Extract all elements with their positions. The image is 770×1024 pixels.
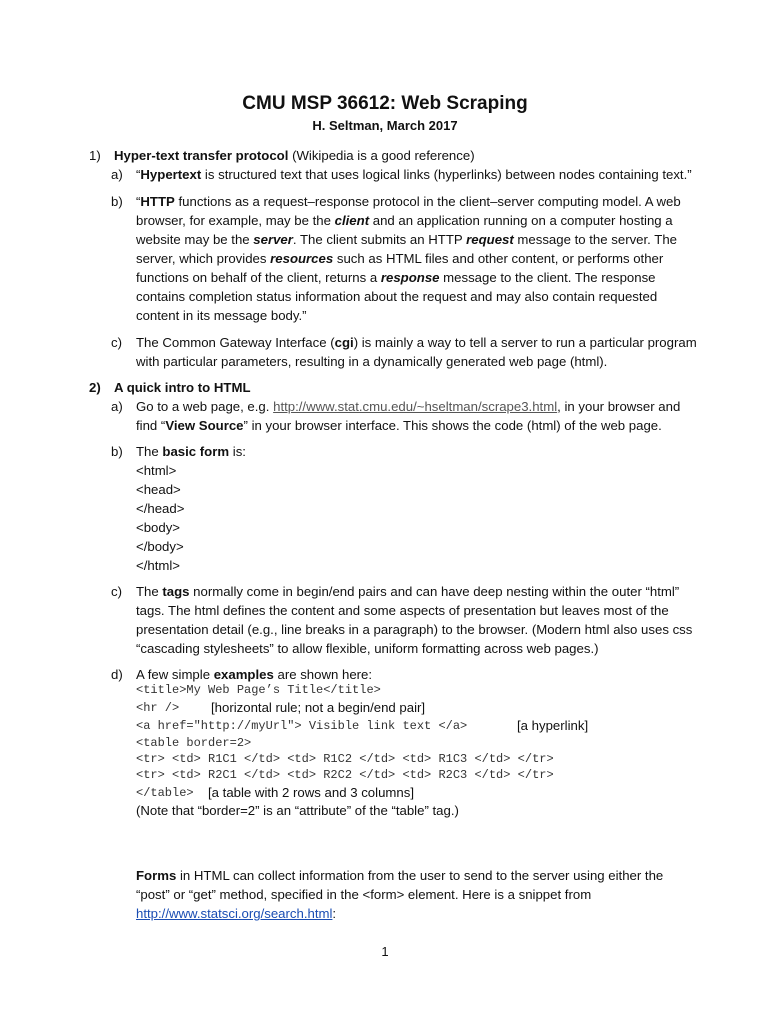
text-segment: : xyxy=(332,906,337,921)
example-table-note: [a table with 2 rows and 3 columns] xyxy=(208,785,414,800)
code-line-body-close: </body> xyxy=(136,539,184,554)
forms-line-1 xyxy=(136,866,663,885)
item-1b-line-1 xyxy=(136,192,681,211)
document-author: H. Seltman, March 2017 xyxy=(312,118,458,133)
item-1a-text xyxy=(136,165,692,184)
item-2d-letter: d) xyxy=(111,667,123,682)
item-2c-line-4: “cascading stylesheets” to allow flexible, uniform formatting across web pages.) xyxy=(136,641,599,656)
emphasis-server: server xyxy=(253,232,293,247)
item-1b-letter: b) xyxy=(111,194,123,209)
text-segment: ) is mainly a way to tell a server to run a particular program xyxy=(353,335,697,350)
statsci-search-link[interactable]: http://www.statsci.org/search.html xyxy=(136,906,333,921)
section-1-heading-bold: Hyper-text transfer protocol xyxy=(114,148,289,163)
item-1a-bold: Hypertext xyxy=(140,167,202,182)
text-segment: , in your browser and xyxy=(557,399,681,414)
page-number: 1 xyxy=(381,944,389,959)
code-line-head-close: </head> xyxy=(136,501,185,516)
quote-mark: “ xyxy=(136,194,141,209)
text-segment: The xyxy=(136,584,163,599)
item-1b-line-3 xyxy=(136,230,677,249)
text-segment: website may be the xyxy=(136,232,254,247)
section-1-heading xyxy=(114,146,475,165)
basic-form-bold: basic form xyxy=(162,444,230,459)
example-anchor-code: <a href="http://myUrl"> Visible link text </a> xyxy=(136,719,468,733)
example-hr-code: <hr /> xyxy=(136,701,180,715)
emphasis-response: response xyxy=(380,270,440,285)
attribute-note: (Note that “border=2” is an “attribute” of the “table” tag.) xyxy=(136,803,459,818)
section-2-heading: A quick intro to HTML xyxy=(114,380,251,395)
section-1-heading-note: (Wikipedia is a good reference) xyxy=(288,148,475,163)
item-2a-line-2 xyxy=(136,416,662,435)
item-1c-bold: cgi xyxy=(334,335,354,350)
scrape3-link[interactable]: http://www.stat.cmu.edu/~hseltman/scrape3.html xyxy=(273,399,558,414)
emphasis-request: request xyxy=(466,232,514,247)
code-line-html-close: </html> xyxy=(136,558,180,573)
forms-line-2: “post” or “get” method, specified in the <form> element. Here is a snippet from xyxy=(136,887,592,902)
text-segment: normally come in begin/end pairs and can have deep nesting within the outer “html” xyxy=(189,584,680,599)
section-2-number: 2) xyxy=(89,380,101,395)
example-title-tag: <title>My Web Page’s Title</title> xyxy=(136,683,381,697)
text-segment: such as HTML files and other content, or performs other xyxy=(333,251,664,266)
text-segment: The Common Gateway Interface ( xyxy=(136,335,335,350)
text-segment: server, which provides xyxy=(136,251,271,266)
item-1a-letter: a) xyxy=(111,167,123,182)
section-1-number: 1) xyxy=(89,148,101,163)
text-segment: A few simple xyxy=(136,667,214,682)
text-segment: message to the server. The xyxy=(513,232,677,247)
item-1b-line-6: contains completion status information about the request and may also contain requested xyxy=(136,289,658,304)
forms-line-3 xyxy=(136,904,336,923)
item-1b-line-1-rest: functions as a request–response protocol in the client–server computing model. A web xyxy=(174,194,681,209)
example-table-row-1: <tr> <td> R1C1 </td> <td> R1C2 </td> <td> R1C3 </td> </tr> xyxy=(136,752,554,766)
text-segment: The xyxy=(136,444,163,459)
item-2c-letter: c) xyxy=(111,584,122,599)
text-segment: and an application running on a computer hosting a xyxy=(369,213,673,228)
item-1b-line-4 xyxy=(136,249,663,268)
item-2c-line-2: tags. The html defines the content and some aspects of presentation but leaves most of the xyxy=(136,603,669,618)
item-2d-text xyxy=(136,665,372,684)
text-segment: message to the client. The response xyxy=(439,270,656,285)
item-1c-line-2: with particular parameters, resulting in a dynamically generated web page (html). xyxy=(136,354,608,369)
emphasis-client: client xyxy=(334,213,370,228)
item-1b-line-5 xyxy=(136,268,656,287)
item-2b-letter: b) xyxy=(111,444,123,459)
text-segment: functions on behalf of the client, returns a xyxy=(136,270,381,285)
emphasis-resources: resources xyxy=(270,251,334,266)
view-source-bold: View Source xyxy=(165,418,244,433)
item-1c-line-1 xyxy=(136,333,697,352)
example-hr-note: [horizontal rule; not a begin/end pair] xyxy=(211,700,426,715)
tags-bold: tags xyxy=(162,584,190,599)
example-table-close: </table> xyxy=(136,786,194,800)
item-2c-line-1 xyxy=(136,582,679,601)
text-segment: . The client submits an HTTP xyxy=(292,232,467,247)
example-table-row-2: <tr> <td> R2C1 </td> <td> R2C2 </td> <td> R2C3 </td> </tr> xyxy=(136,768,554,782)
code-line-body-open: <body> xyxy=(136,520,180,535)
text-segment: browser, for example, may be the xyxy=(136,213,335,228)
text-segment: are shown here: xyxy=(273,667,373,682)
item-2c-line-3: presentation detail (e.g., line breaks in a paragraph) to the browser. (Modern html also uses css xyxy=(136,622,693,637)
example-anchor-note: [a hyperlink] xyxy=(517,718,589,733)
text-segment: find “ xyxy=(136,418,166,433)
item-1c-letter: c) xyxy=(111,335,122,350)
item-2a-letter: a) xyxy=(111,399,123,414)
item-2a-line-1 xyxy=(136,397,680,416)
text-segment: is: xyxy=(229,444,246,459)
item-1a-rest: is structured text that uses logical links (hyperlinks) between nodes containing text.” xyxy=(201,167,692,182)
text-segment: in HTML can collect information from the user to send to the server using either the xyxy=(176,868,664,883)
item-1b-line-2 xyxy=(136,211,673,230)
quote-mark: “ xyxy=(136,167,141,182)
item-1b-line-7: content in its message body.” xyxy=(136,308,307,323)
code-line-html-open: <html> xyxy=(136,463,177,478)
code-line-head-open: <head> xyxy=(136,482,181,497)
document-title: CMU MSP 36612: Web Scraping xyxy=(242,93,528,114)
text-segment: Go to a web page, e.g. xyxy=(136,399,274,414)
text-segment: ” in your browser interface. This shows the code (html) of the web page. xyxy=(243,418,662,433)
item-2b-text xyxy=(136,442,246,461)
example-table-open: <table border=2> xyxy=(136,736,252,750)
item-1b-bold: HTTP xyxy=(140,194,175,209)
forms-bold: Forms xyxy=(136,868,177,883)
examples-bold: examples xyxy=(213,667,274,682)
